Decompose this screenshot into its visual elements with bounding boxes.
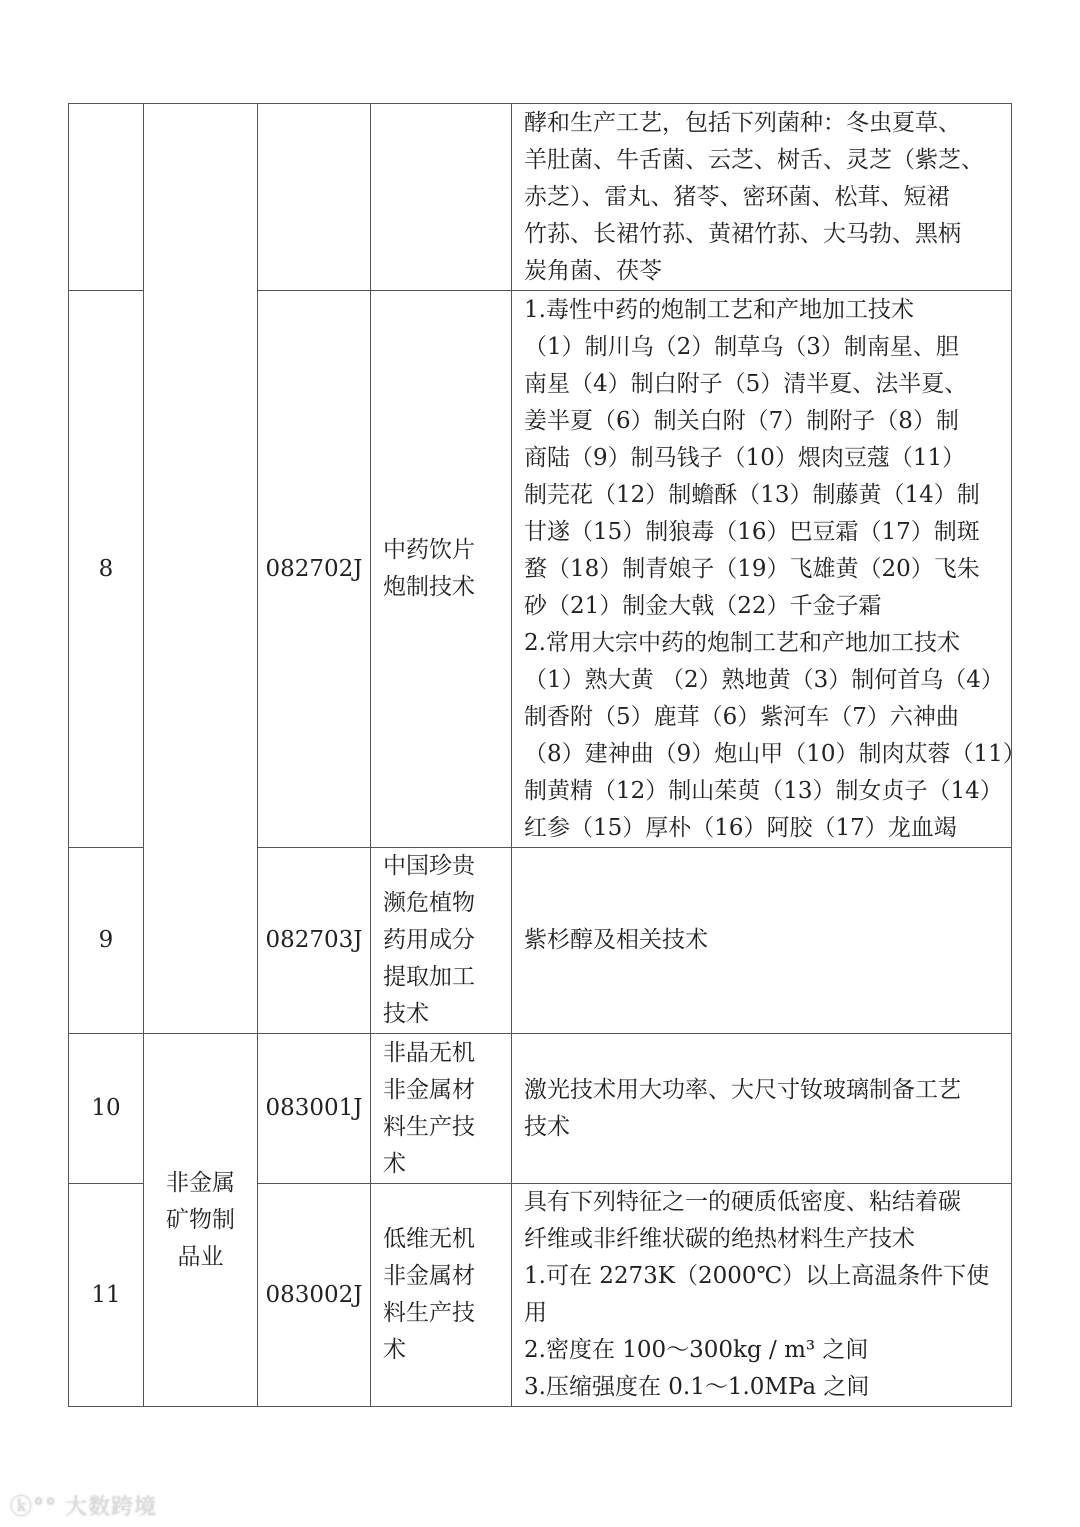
row-number-cell <box>68 1033 144 1184</box>
description-line: 1.毒性中药的炮制工艺和产地加工技术 <box>524 296 914 323</box>
description-line: 红参（15）厚朴（16）阿胶（17）龙血竭 <box>524 814 957 841</box>
description-cell <box>511 1033 1012 1184</box>
description-line: 紫杉醇及相关技术 <box>524 927 708 953</box>
description-line: （8）建神曲（9）炮山甲（10）制肉苁蓉（11） <box>524 740 1026 767</box>
tech-name-line: 术 <box>383 1150 406 1177</box>
description-cell <box>511 1183 1012 1407</box>
code-cell <box>257 847 371 1034</box>
tech-name-cell <box>370 103 512 291</box>
description-line: 南星（4）制白附子（5）清半夏、法半夏、 <box>524 370 968 397</box>
description-line: 2.密度在 100～300kg / m³ 之间 <box>524 1337 869 1363</box>
tech-code: 082702J <box>265 555 363 582</box>
row-number-cell <box>68 1183 144 1407</box>
description-line: 用 <box>524 1300 547 1326</box>
tech-code: 083002J <box>265 1281 363 1308</box>
row-number: 10 <box>91 1095 121 1121</box>
industry-line: 非金属 <box>166 1169 235 1196</box>
code-cell <box>257 1033 371 1184</box>
tech-code: 082703J <box>265 927 363 953</box>
description-line: 3.压缩强度在 0.1～1.0MPa 之间 <box>524 1374 870 1400</box>
industry-line: 品业 <box>177 1243 224 1270</box>
tech-name-line: 术 <box>383 1337 406 1363</box>
description-line: 激光技术用大功率、大尺寸钕玻璃制备工艺 <box>524 1076 961 1103</box>
industry-line: 矿物制 <box>166 1206 235 1233</box>
description-line: 纤维或非纤维状碳的绝热材料生产技术 <box>524 1226 915 1252</box>
description-line: （1）熟大黄 （2）熟地黄（3）制何首乌（4） <box>524 666 1004 693</box>
row-number-cell <box>68 290 144 848</box>
tech-name-line: 提取加工 <box>383 964 475 990</box>
description-line: 商陆（9）制马钱子（10）煨肉豆蔻（11） <box>524 444 966 471</box>
description-line: 2.常用大宗中药的炮制工艺和产地加工技术 <box>524 629 960 656</box>
tech-name-line: 技术 <box>383 1001 429 1027</box>
description-line: 技术 <box>524 1113 570 1140</box>
description-line: 蝥（18）制青娘子（19）飞雄黄（20）飞朱 <box>524 555 980 582</box>
description-line: （1）制川乌（2）制草乌（3）制南星、胆 <box>524 333 959 360</box>
code-cell <box>257 290 371 848</box>
code-cell <box>257 1183 371 1407</box>
tech-name-cell <box>370 290 512 848</box>
description-line: 制芫花（12）制蟾酥（13）制藤黄（14）制 <box>524 481 980 508</box>
tech-name-line: 非晶无机 <box>383 1039 475 1066</box>
watermark-logo: ⓚ°° 大数跨境 <box>10 1495 158 1520</box>
tech-code: 083001J <box>265 1095 363 1121</box>
tech-name-line: 低维无机 <box>383 1226 475 1252</box>
tech-name-line: 炮制技术 <box>383 574 475 600</box>
tech-name-line: 濒危植物 <box>383 890 475 916</box>
row-number: 11 <box>91 1281 121 1308</box>
watermark-text: 大数跨境 <box>65 1495 158 1520</box>
tech-name-line: 非金属材 <box>383 1076 475 1103</box>
description-line: 羊肚菌、牛舌菌、云芝、树舌、灵芝（紫芝、 <box>524 146 984 173</box>
tech-name-line: 非金属材 <box>383 1263 475 1289</box>
description-line: 甘遂（15）制狼毒（16）巴豆霜（17）制斑 <box>524 518 980 545</box>
description-cell <box>511 847 1012 1034</box>
tech-name-line: 中药饮片 <box>383 537 475 563</box>
tech-name-line: 料生产技 <box>383 1113 475 1140</box>
description-line: 制黄精（12）制山茱萸（13）制女贞子（14） <box>524 777 1003 804</box>
code-cell <box>257 103 371 291</box>
industry-cell-empty <box>143 103 258 1034</box>
row-number-cell <box>68 103 144 291</box>
description-cell <box>511 290 1026 848</box>
tech-name-cell <box>370 1033 512 1184</box>
description-cell <box>511 103 1012 291</box>
description-line: 炭角菌、茯苓 <box>524 257 662 284</box>
description-line: 竹荪、长裙竹荪、黄裙竹荪、大马勃、黑柄 <box>524 220 961 247</box>
description-line: 酵和生产工艺，包括下列菌种：冬虫夏草、 <box>524 109 961 136</box>
tech-name-cell <box>370 847 512 1034</box>
tech-name-line: 药用成分 <box>383 927 475 953</box>
tech-name-cell <box>370 1183 512 1407</box>
industry-cell <box>143 1033 258 1407</box>
description-line: 姜半夏（6）制关白附（7）制附子（8）制 <box>524 407 959 434</box>
description-line: 具有下列特征之一的硬质低密度、粘结着碳 <box>524 1189 961 1215</box>
description-line: 1.可在 2273K（2000℃）以上高温条件下使 <box>524 1263 990 1289</box>
description-line: 砂（21）制金大戟（22）千金子霜 <box>524 592 882 619</box>
tech-name-line: 中国珍贵 <box>383 853 475 879</box>
tech-name-line: 料生产技 <box>383 1300 475 1326</box>
row-number: 8 <box>98 555 114 582</box>
row-number-cell <box>68 847 144 1034</box>
description-line: 赤芝）、雷丸、猪苓、密环菌、松茸、短裙 <box>524 183 950 210</box>
row-number: 9 <box>98 927 114 953</box>
description-line: 制香附（5）鹿茸（6）紫河车（7）六神曲 <box>524 703 959 730</box>
